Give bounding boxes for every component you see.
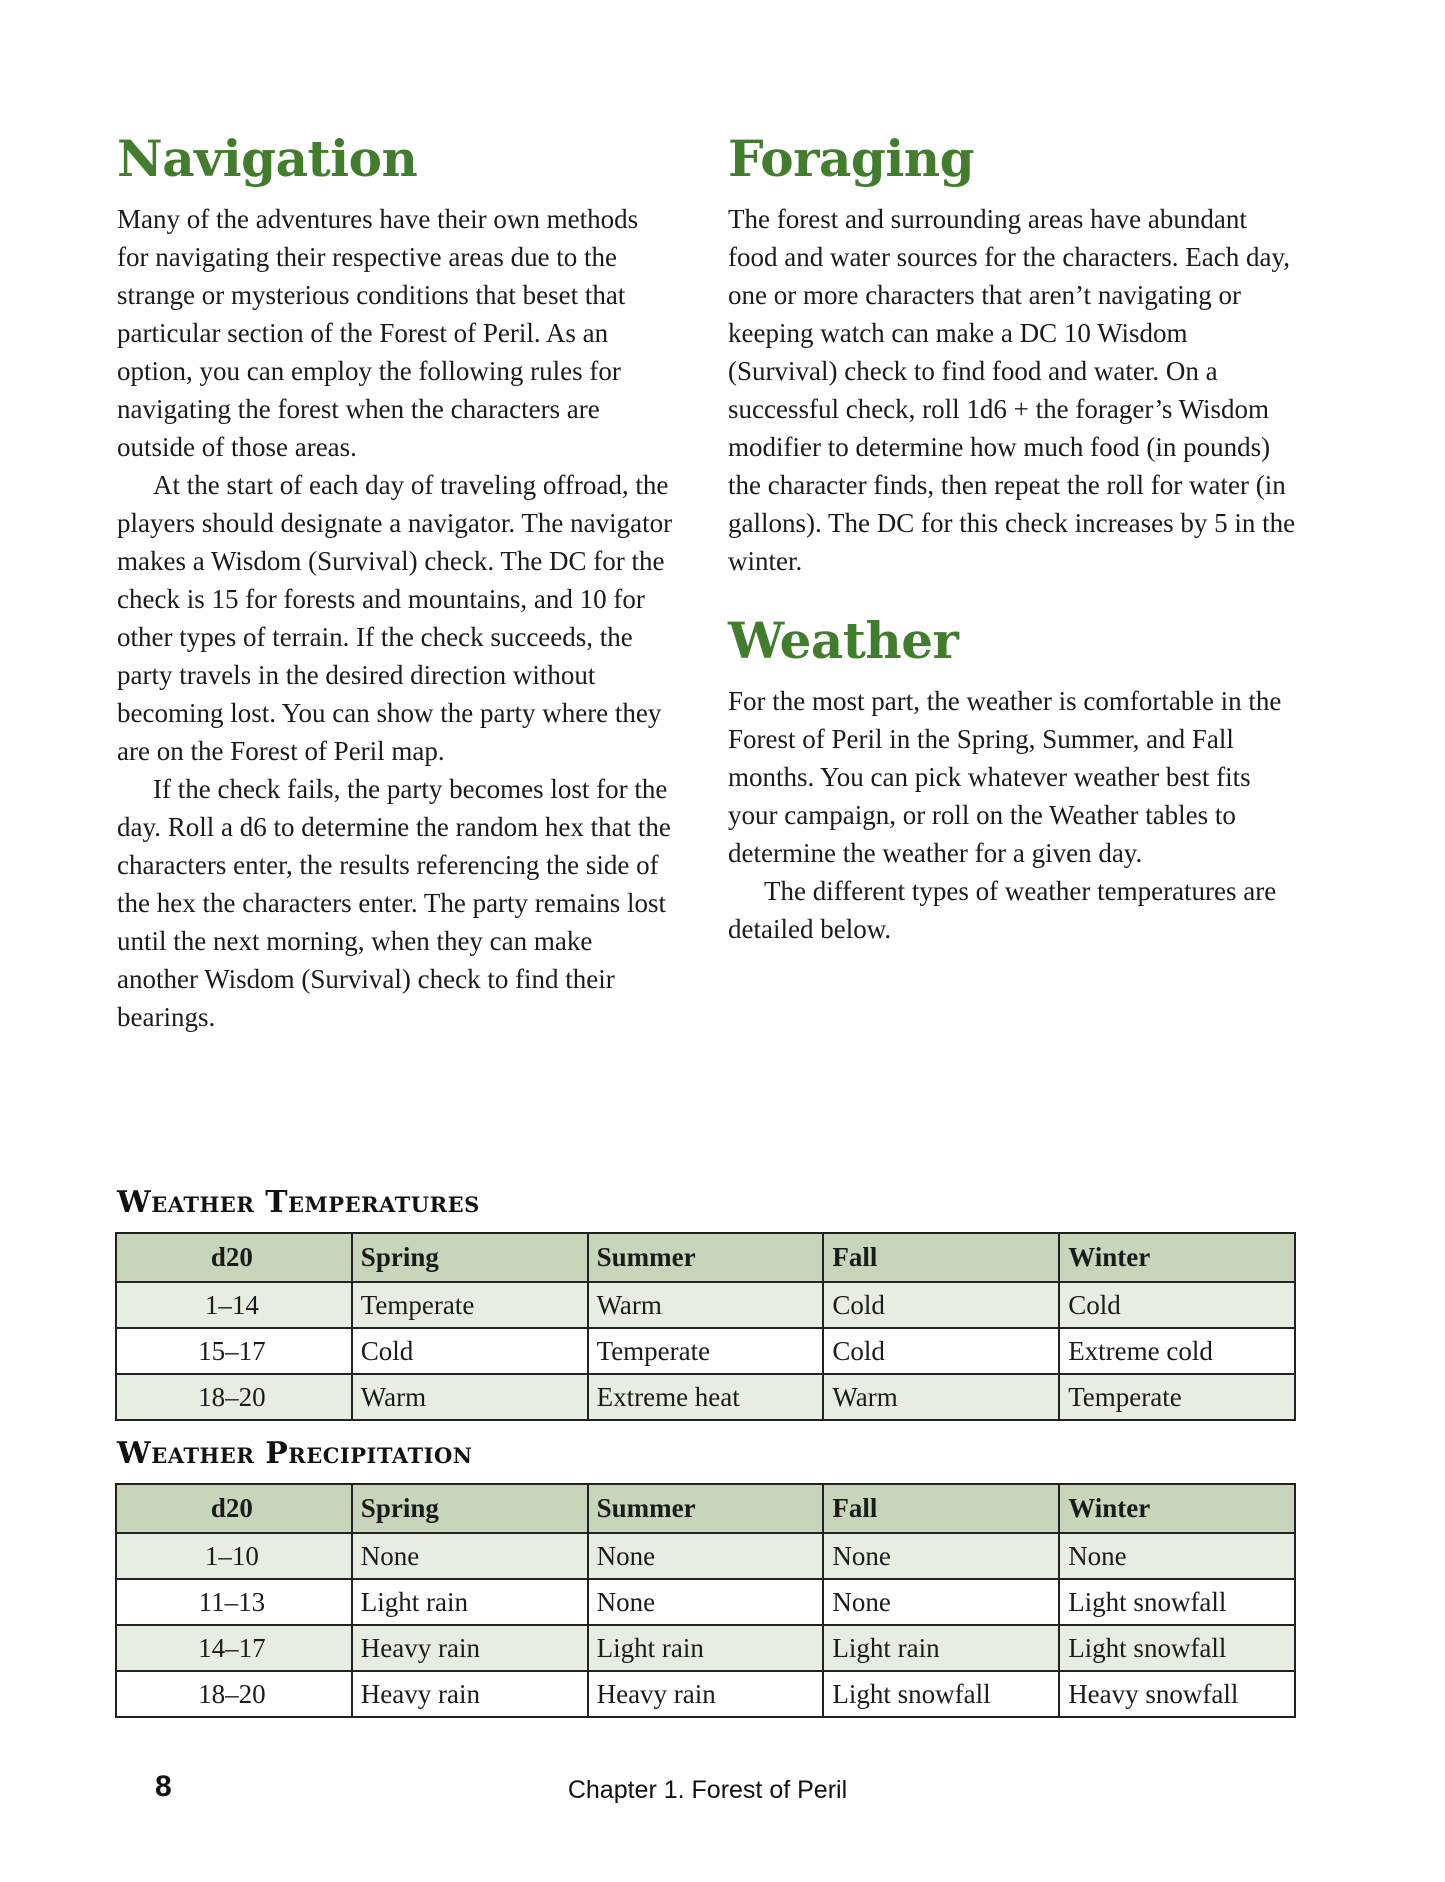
weather-value-cell: Temperate [352, 1282, 588, 1328]
weather-value-cell: Extreme heat [588, 1374, 824, 1420]
table-row [116, 1625, 1295, 1671]
table-row [116, 1328, 1295, 1374]
weather-value-cell: None [1059, 1533, 1295, 1579]
weather-precipitation-table [115, 1483, 1296, 1718]
column-header: Winter [1059, 1233, 1295, 1282]
dice-range-cell: 1–10 [116, 1533, 352, 1579]
dice-range-cell: 1–14 [116, 1282, 352, 1328]
navigation-heading: Navigation [117, 129, 418, 188]
section-foraging [728, 130, 1296, 580]
weather-value-cell: Warm [588, 1282, 824, 1328]
weather-value-cell: Warm [352, 1374, 588, 1420]
column-header: Spring [352, 1484, 588, 1533]
foraging-paragraph-1: The forest and surrounding areas have abundant food and water sources for the characters. Each day, one or more characters that aren’t navigating or keeping watch can make a DC 10 Wisdom (Survival) check to find food and water. On a successful check, roll 1d6 + the forager’s Wisdom modifier to determine how much food (in pounds) the character finds, then repeat the roll for water (in gallons). The DC for this check increases by 5 in the winter. [728, 204, 1296, 576]
section-navigation [117, 130, 675, 1036]
weather-value-cell: Temperate [1059, 1374, 1295, 1420]
dice-range-cell: 14–17 [116, 1625, 352, 1671]
weather-value-cell: Cold [1059, 1282, 1295, 1328]
weather-value-cell: Light rain [588, 1625, 824, 1671]
weather-value-cell: None [352, 1533, 588, 1579]
table-header-row [116, 1233, 1295, 1282]
weather-value-cell: Light rain [352, 1579, 588, 1625]
dice-range-cell: 18–20 [116, 1671, 352, 1717]
table-row [116, 1374, 1295, 1420]
column-header: Summer [588, 1233, 824, 1282]
footer-chapter: Chapter 1. Forest of Peril [567, 1776, 848, 1804]
dice-range-cell: 18–20 [116, 1374, 352, 1420]
weather-value-cell: Warm [823, 1374, 1059, 1420]
weather-value-cell: Heavy snowfall [1059, 1671, 1295, 1717]
table-row [116, 1282, 1295, 1328]
weather-heading: Weather [728, 611, 959, 670]
column-header: d20 [116, 1233, 352, 1282]
weather-value-cell: Light rain [823, 1625, 1059, 1671]
weather-paragraph-1: For the most part, the weather is comfortable in the Forest of Peril in the Spring, Summer, and Fall months. You can pick whatever weather best fits your campaign, or roll on the Weather tables to determine the weather for a given day. [728, 686, 1282, 868]
weather-value-cell: Cold [823, 1282, 1059, 1328]
table-header-row [116, 1484, 1295, 1533]
weather-value-cell: None [823, 1533, 1059, 1579]
column-header: d20 [116, 1484, 352, 1533]
column-header: Fall [823, 1233, 1059, 1282]
weather-temperatures-caption: Weather Temperatures [117, 1185, 480, 1220]
weather-value-cell: None [588, 1579, 824, 1625]
page-number: 8 [155, 1770, 172, 1803]
weather-value-cell: Heavy rain [352, 1671, 588, 1717]
weather-value-cell: None [588, 1533, 824, 1579]
weather-value-cell: Light snowfall [1059, 1579, 1295, 1625]
dice-range-cell: 11–13 [116, 1579, 352, 1625]
weather-value-cell: Cold [823, 1328, 1059, 1374]
weather-precipitation-caption: Weather Precipitation [117, 1436, 473, 1471]
weather-value-cell: Cold [352, 1328, 588, 1374]
column-header: Winter [1059, 1484, 1295, 1533]
section-weather [728, 612, 1296, 948]
table-row [116, 1533, 1295, 1579]
weather-value-cell: Heavy rain [352, 1625, 588, 1671]
tables-area [115, 1186, 1296, 1734]
table-row [116, 1671, 1295, 1717]
weather-paragraph-2: The different types of weather temperatures are detailed below. [728, 876, 1277, 944]
column-header: Fall [823, 1484, 1059, 1533]
weather-value-cell: Heavy rain [588, 1671, 824, 1717]
navigation-paragraph-1: Many of the adventures have their own methods for navigating their respective areas due to the strange or mysterious conditions that beset that particular section of the Forest of Peril. As an option, you can employ the following rules for navigating the forest when the characters are outside of those areas. [117, 204, 639, 462]
column-right [728, 130, 1296, 948]
weather-value-cell: Temperate [588, 1328, 824, 1374]
column-header: Spring [352, 1233, 588, 1282]
column-header: Summer [588, 1484, 824, 1533]
dice-range-cell: 15–17 [116, 1328, 352, 1374]
navigation-paragraph-3: If the check fails, the party becomes lost for the day. Roll a d6 to determine the random hex that the characters enter, the results referencing the side of the hex the characters enter. The party remains lost until the next morning, when they can make another Wisdom (Survival) check to find their bearings. [117, 774, 671, 1032]
navigation-paragraph-2: At the start of each day of traveling offroad, the players should designate a navigator. The navigator makes a Wisdom (Survival) check. The DC for the check is 15 for forests and mountains, and 10 for other types of terrain. If the check succeeds, the party travels in the desired direction without becoming lost. You can show the party where they are on the Forest of Peril map. [117, 470, 673, 766]
weather-temperatures-table [115, 1232, 1296, 1421]
column-left [117, 130, 675, 1036]
weather-value-cell: Light snowfall [1059, 1625, 1295, 1671]
table-row [116, 1579, 1295, 1625]
foraging-heading: Foraging [728, 129, 975, 188]
weather-value-cell: Extreme cold [1059, 1328, 1295, 1374]
weather-value-cell: None [823, 1579, 1059, 1625]
weather-value-cell: Light snowfall [823, 1671, 1059, 1717]
